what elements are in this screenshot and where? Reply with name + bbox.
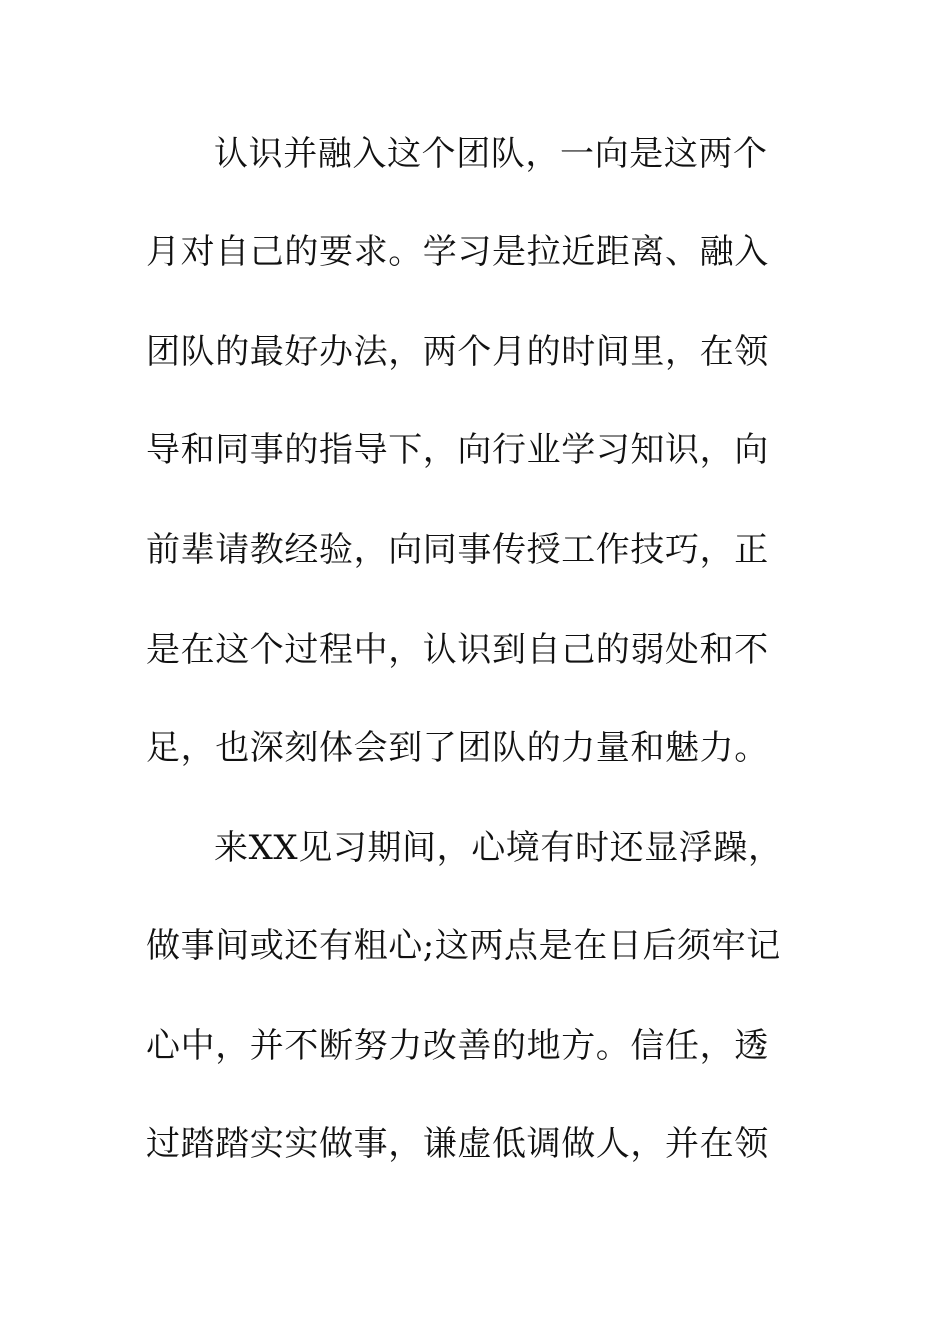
paragraph-1-line-5: 前辈请教经验，向同事传授工作技巧，正 (146, 530, 769, 570)
paragraph-2-line-1: 来XX见习期间，心境有时还显浮躁， (214, 828, 783, 868)
paragraph-1-line-4: 导和同事的指导下，向行业学习知识，向 (146, 430, 769, 470)
paragraph-1-line-6: 是在这个过程中，认识到自己的弱处和不 (146, 630, 769, 670)
paragraph-1-line-3: 团队的最好办法，两个月的时间里，在领 (146, 332, 769, 372)
paragraph-2-line-3: 心中，并不断努力改善的地方。信任，透 (146, 1026, 769, 1066)
paragraph-2-line-4: 过踏踏实实做事，谦虚低调做人，并在领 (146, 1124, 769, 1164)
paragraph-1-line-1: 认识并融入这个团队，一向是这两个 (214, 134, 768, 174)
paragraph-1-line-7: 足，也深刻体会到了团队的力量和魅力。 (146, 728, 769, 768)
paragraph-2-line-2: 做事间或还有粗心;这两点是在日后须牢记 (146, 926, 781, 966)
paragraph-1-line-2: 月对自己的要求。学习是拉近距离、融入 (146, 232, 769, 272)
